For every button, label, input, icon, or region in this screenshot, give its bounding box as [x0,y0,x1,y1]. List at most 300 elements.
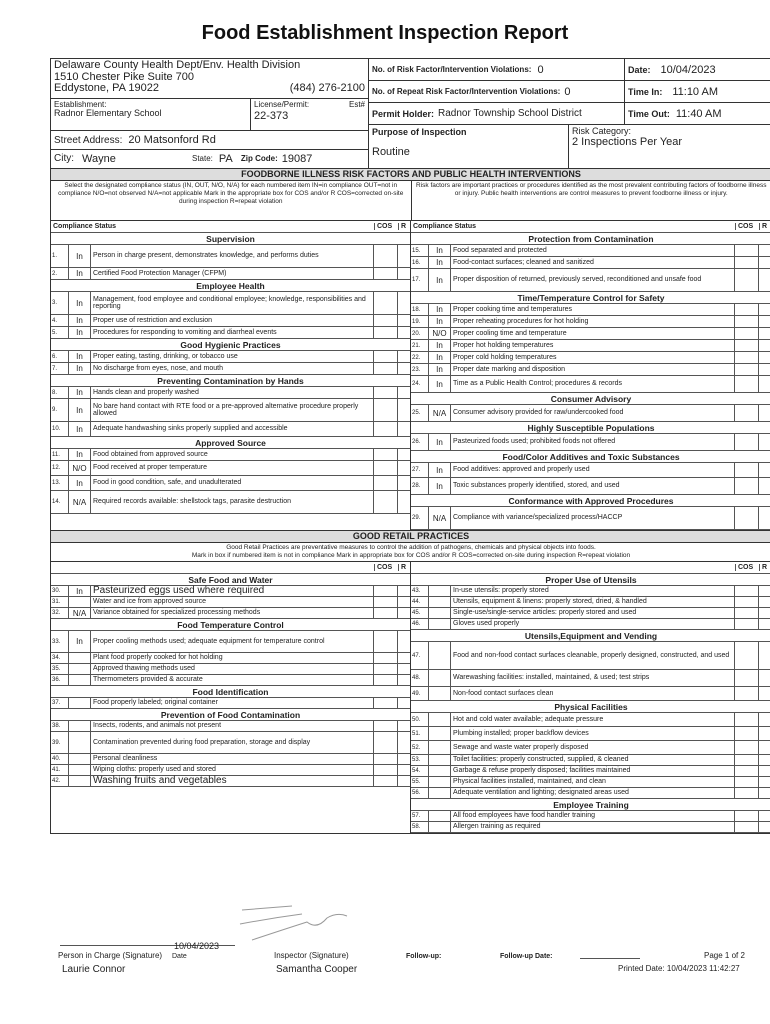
cos-checkbox[interactable] [735,257,759,268]
cos-checkbox[interactable] [374,698,398,708]
cos-checkbox[interactable] [374,597,398,607]
compliance-status[interactable] [69,653,91,663]
cos-checkbox[interactable] [735,822,759,832]
cos-checkbox[interactable] [735,777,759,787]
compliance-status[interactable] [69,698,91,708]
cos-checkbox[interactable] [735,766,759,776]
license-value: 22-373 [254,110,289,122]
category-header: Highly Susceptible Populations [411,422,770,434]
compliance-status-header: Compliance Status [53,223,117,230]
item-description: Water and ice from approved source [91,597,374,607]
item-number: 10. [51,422,69,436]
inspection-item-row [411,766,770,777]
repeat-checkbox[interactable] [759,364,770,375]
inspection-item-row [411,811,770,822]
repeat-checkbox[interactable] [759,376,770,392]
repeat-checkbox[interactable] [759,245,770,256]
cos-checkbox[interactable] [735,463,759,477]
cos-header: COS [374,223,398,230]
compliance-status[interactable]: In [69,351,91,362]
compliance-status[interactable] [429,777,451,787]
inspection-form [50,58,770,834]
item-description: Plumbing installed; proper backflow devices [451,727,735,740]
inspection-item-row [411,257,770,269]
risk-category-value: 2 Inspections Per Year [572,136,683,148]
fbi-section-title: FOODBORNE ILLNESS RISK FACTORS AND PUBLIC HEALTH INTERVENTIONS [51,169,770,181]
item-description: Person in charge present, demonstrates knowledge, and performs duties [91,245,374,267]
item-description: Proper use of restriction and exclusion [91,315,374,326]
repeat-checkbox[interactable] [759,316,770,327]
date-value: 10/04/2023 [660,63,716,76]
inspection-item-row [411,687,770,701]
item-number: 46. [411,619,429,629]
risk-violations-label: No. of Risk Factor/Intervention Violations: [372,65,532,74]
category-header: Preventing Contamination by Hands [51,375,410,387]
header-block [51,59,770,169]
repeat-checkbox[interactable] [398,327,410,338]
compliance-status[interactable]: In [429,376,451,392]
item-number: 42. [51,776,69,786]
repeat-checkbox[interactable] [759,811,770,821]
repeat-checkbox[interactable] [398,449,410,460]
repeat-checkbox[interactable] [759,304,770,315]
cos-checkbox[interactable] [374,245,398,267]
compliance-status[interactable] [429,597,451,607]
report-title: Food Establishment Inspection Report [201,22,569,44]
inspection-item-row [411,269,770,292]
page-number: Page 1 of 2 [704,951,745,960]
compliance-status[interactable] [69,664,91,674]
inspection-item-row [51,631,410,653]
cos-checkbox[interactable] [735,376,759,392]
repeat-checkbox[interactable] [759,328,770,339]
category-header: Food/Color Additives and Toxic Substances [411,451,770,463]
compliance-status[interactable]: In [69,363,91,374]
repeat-checkbox[interactable] [759,713,770,726]
repeat-checkbox[interactable] [759,608,770,618]
cos-checkbox[interactable] [735,507,759,529]
cos-checkbox[interactable] [735,405,759,421]
cos-checkbox[interactable] [735,340,759,351]
inspection-item-row [411,755,770,766]
repeat-checkbox[interactable] [759,788,770,798]
compliance-status[interactable]: In [429,269,451,291]
item-number: 37. [51,698,69,708]
pic-name: Laurie Connor [62,964,126,975]
repeat-checkbox[interactable] [759,822,770,832]
cos-checkbox[interactable] [735,245,759,256]
compliance-status[interactable] [429,755,451,765]
inspection-item-row [51,608,410,619]
cos-checkbox[interactable] [735,687,759,700]
inspection-item-row [51,754,410,765]
inspection-item-row [411,364,770,376]
repeat-checkbox[interactable] [759,507,770,529]
item-description: Proper cooking time and temperatures [451,304,735,315]
establishment-label: Establishment: [54,100,107,109]
item-description: Personal cleanliness [91,754,374,764]
compliance-status[interactable]: In [429,316,451,327]
repeat-checkbox[interactable] [759,687,770,700]
item-number: 53. [411,755,429,765]
cos-checkbox[interactable] [735,755,759,765]
agency-name: Delaware County Health Dept/Env. Health Division [54,59,301,71]
inspection-item-row [51,653,410,664]
item-number: 51. [411,727,429,740]
compliance-status[interactable] [429,670,451,686]
cos-checkbox[interactable] [374,351,398,362]
inspection-item-row [51,292,410,315]
cos-checkbox[interactable] [735,713,759,726]
item-description: Proper reheating procedures for hot holding [451,316,735,327]
inspection-item-row [51,461,410,476]
compliance-status[interactable] [429,642,451,669]
cos-checkbox[interactable] [374,608,398,618]
inspection-item-row [411,822,770,833]
item-number: 40. [51,754,69,764]
cos-checkbox[interactable] [374,586,398,596]
repeat-checkbox[interactable] [398,664,410,674]
inspection-item-row [51,721,410,732]
fbi-inst-right: Risk factors are important practices or procedures identified as the most prevalent contributing factors of foodborne illness or injury. Public health interventions are control measures to prevent foodborne illness or injury. [416,182,767,197]
item-description: Consumer advisory provided for raw/undercooked food [451,405,735,421]
repeat-checkbox[interactable] [398,631,410,652]
compliance-status[interactable]: In [429,304,451,315]
cos-checkbox[interactable] [374,422,398,436]
compliance-status[interactable]: N/A [69,608,91,618]
item-number: 4. [51,315,69,326]
item-description: Thermometers provided & accurate [91,675,374,685]
compliance-status[interactable] [429,822,451,832]
item-number: 56. [411,788,429,798]
compliance-status[interactable]: In [69,387,91,398]
compliance-status[interactable]: In [429,463,451,477]
item-number: 14. [51,491,69,513]
cos-checkbox[interactable] [374,327,398,338]
repeat-checkbox[interactable] [398,268,410,279]
repeat-checkbox[interactable] [759,727,770,740]
time-out-label: Time Out: [628,108,670,119]
permit-holder-label: Permit Holder: [372,108,435,119]
repeat-checkbox[interactable] [759,619,770,629]
cos-checkbox[interactable] [735,586,759,596]
inspection-item-row [51,698,410,709]
cos-checkbox[interactable] [374,268,398,279]
item-number: 20. [411,328,429,339]
item-description: Approved thawing methods used [91,664,374,674]
cos-checkbox[interactable] [374,476,398,490]
cos-checkbox[interactable] [735,597,759,607]
repeat-checkbox[interactable] [759,405,770,421]
repeat-checkbox[interactable] [759,463,770,477]
compliance-status[interactable] [429,619,451,629]
cos-checkbox[interactable] [374,491,398,513]
item-description: Sewage and waste water properly disposed [451,741,735,754]
repeat-checkbox[interactable] [759,352,770,363]
inspection-item-row [51,664,410,675]
cos-checkbox[interactable] [374,776,398,786]
compliance-status[interactable]: In [69,476,91,490]
cos-checkbox[interactable] [374,387,398,398]
compliance-status[interactable]: In [429,340,451,351]
compliance-status-header: Compliance Status [413,223,477,230]
cos-checkbox[interactable] [374,675,398,685]
item-number: 27. [411,463,429,477]
cos-header: COS [735,564,759,571]
repeat-checkbox[interactable] [398,399,410,421]
inspection-item-row [411,586,770,597]
repeat-checkbox[interactable] [398,721,410,731]
cos-checkbox[interactable] [374,292,398,314]
category-header: Protection from Contamination [411,233,770,245]
compliance-status[interactable] [429,713,451,726]
compliance-status[interactable]: In [429,364,451,375]
compliance-status[interactable] [69,732,91,753]
cos-checkbox[interactable] [735,619,759,629]
compliance-status[interactable]: N/O [69,461,91,475]
date-label: Date: [628,64,651,75]
cos-checkbox[interactable] [735,328,759,339]
cos-checkbox[interactable] [735,727,759,740]
compliance-status[interactable]: In [69,268,91,279]
cos-checkbox[interactable] [374,449,398,460]
repeat-checkbox[interactable] [398,387,410,398]
item-description: Adequate ventilation and lighting; designated areas used [451,788,735,798]
compliance-status[interactable] [69,721,91,731]
cos-checkbox[interactable] [735,304,759,315]
repeat-checkbox[interactable] [398,765,410,775]
agency-city: Eddystone, PA 19022 [54,82,159,94]
purpose-value: Routine [372,146,410,158]
r-header: R [759,223,770,230]
cos-checkbox[interactable] [735,434,759,450]
compliance-status[interactable]: In [69,631,91,652]
cos-checkbox[interactable] [374,721,398,731]
item-number: 11. [51,449,69,460]
repeat-checkbox[interactable] [759,586,770,596]
compliance-status[interactable] [429,608,451,618]
compliance-status[interactable]: In [429,434,451,450]
item-number: 26. [411,434,429,450]
compliance-status[interactable]: In [69,586,91,596]
repeat-checkbox[interactable] [398,315,410,326]
item-number: 3. [51,292,69,314]
agency-block [51,59,368,98]
compliance-status[interactable]: In [429,478,451,494]
item-description: No discharge from eyes, nose, and mouth [91,363,374,374]
compliance-status[interactable] [429,788,451,798]
compliance-status[interactable]: In [69,292,91,314]
cos-checkbox[interactable] [735,642,759,669]
category-header: Time/Temperature Control for Safety [411,292,770,304]
repeat-checkbox[interactable] [398,292,410,314]
agency-phone: (484) 276-2100 [289,82,365,94]
cos-checkbox[interactable] [374,363,398,374]
inspection-item-row [51,776,410,787]
compliance-status[interactable] [429,741,451,754]
risk-violations-value: 0 [537,63,544,76]
cos-checkbox[interactable] [374,399,398,421]
cos-checkbox[interactable] [374,631,398,652]
compliance-status[interactable] [429,687,451,700]
item-description: Hot and cold water available; adequate pressure [451,713,735,726]
permit-holder-value: Radnor Township School District [438,108,582,119]
time-in-label: Time In: [628,86,663,97]
cos-checkbox[interactable] [735,741,759,754]
item-description: Insects, rodents, and animals not present [91,721,374,731]
repeat-checkbox[interactable] [398,422,410,436]
item-description: Proper disposition of returned, previously served, reconditioned and unsafe food [451,269,735,291]
cos-checkbox[interactable] [735,811,759,821]
item-description: No bare hand contact with RTE food or a pre-approved alternative procedure properly allowed [91,399,374,421]
repeat-checkbox[interactable] [398,245,410,267]
repeat-checkbox[interactable] [398,608,410,618]
repeat-checkbox[interactable] [398,776,410,786]
inspection-item-row [411,245,770,257]
inspection-item-row [51,315,410,327]
cos-checkbox[interactable] [374,461,398,475]
repeat-checkbox[interactable] [759,642,770,669]
compliance-status[interactable] [429,586,451,596]
repeat-checkbox[interactable] [398,461,410,475]
repeat-checkbox[interactable] [398,732,410,753]
item-number: 39. [51,732,69,753]
compliance-status[interactable]: In [429,245,451,256]
compliance-status[interactable] [69,776,91,786]
zip-value: 19087 [281,152,313,165]
repeat-checkbox[interactable] [759,766,770,776]
item-description: Toilet facilities: properly constructed, supplied, & cleaned [451,755,735,765]
repeat-checkbox[interactable] [759,597,770,607]
compliance-status[interactable] [429,811,451,821]
item-description: Allergen training as required [451,822,735,832]
repeat-checkbox[interactable] [759,777,770,787]
item-description: Utensils, equipment & linens: properly stored, dried, & handled [451,597,735,607]
item-number: 57. [411,811,429,821]
cos-checkbox[interactable] [735,316,759,327]
cos-checkbox[interactable] [374,754,398,764]
cos-checkbox[interactable] [735,478,759,494]
cos-checkbox[interactable] [374,664,398,674]
item-description: Variance obtained for specialized processing methods [91,608,374,618]
inspection-item-row [411,642,770,670]
inspection-item-row [411,463,770,478]
compliance-status[interactable] [69,675,91,685]
cos-checkbox[interactable] [374,765,398,775]
compliance-status[interactable] [429,766,451,776]
inspection-item-row [51,387,410,399]
grp-section-title: GOOD RETAIL PRACTICES [51,531,770,543]
repeat-checkbox[interactable] [398,351,410,362]
cos-checkbox[interactable] [735,269,759,291]
compliance-status[interactable]: In [69,315,91,326]
repeat-checkbox[interactable] [759,670,770,686]
inspection-item-row [51,268,410,280]
compliance-status[interactable]: In [429,352,451,363]
item-description: Proper cold holding temperatures [451,352,735,363]
compliance-status[interactable]: N/O [429,328,451,339]
cos-checkbox[interactable] [735,352,759,363]
cos-checkbox[interactable] [735,608,759,618]
repeat-checkbox[interactable] [398,476,410,490]
compliance-status[interactable] [429,727,451,740]
inspection-item-row [411,597,770,608]
time-in-value: 11:10 AM [672,85,719,98]
repeat-checkbox[interactable] [398,597,410,607]
compliance-status[interactable]: N/A [429,507,451,529]
item-description: Pasteurized eggs used where required [91,586,374,596]
establishment-value: Radnor Elementary School [54,108,162,118]
compliance-status[interactable]: In [69,245,91,267]
compliance-status[interactable]: In [69,327,91,338]
repeat-checkbox[interactable] [759,755,770,765]
item-number: 29. [411,507,429,529]
item-description: All food employees have food handler training [451,811,735,821]
compliance-status[interactable]: In [69,399,91,421]
item-number: 52. [411,741,429,754]
pic-signature-label: Person in Charge (Signature) [58,951,163,960]
repeat-checkbox[interactable] [398,363,410,374]
r-header: R [759,564,770,571]
compliance-status[interactable]: In [429,257,451,268]
item-number: 41. [51,765,69,775]
repeat-checkbox[interactable] [759,741,770,754]
item-description: Proper cooling methods used; adequate equipment for temperature control [91,631,374,652]
item-description: Food properly labeled; original container [91,698,374,708]
cos-checkbox[interactable] [374,315,398,326]
cos-checkbox[interactable] [374,653,398,663]
risk-category-label: Risk Category: [572,126,632,136]
compliance-status[interactable] [69,765,91,775]
repeat-checkbox[interactable] [759,340,770,351]
cos-checkbox[interactable] [735,788,759,798]
repeat-checkbox[interactable] [759,478,770,494]
item-description: Food-contact surfaces; cleaned and sanitized [451,257,735,268]
repeat-checkbox[interactable] [398,491,410,513]
item-number: 24. [411,376,429,392]
item-description: Physical facilities installed, maintained, and clean [451,777,735,787]
item-description: Food in good condition, safe, and unadulterated [91,476,374,490]
compliance-status[interactable]: N/A [69,491,91,513]
category-header: Conformance with Approved Procedures [411,495,770,507]
item-description: Washing fruits and vegetables [91,776,374,786]
compliance-status[interactable] [69,597,91,607]
category-header: Physical Facilities [411,701,770,713]
repeat-checkbox[interactable] [759,257,770,268]
repeat-checkbox[interactable] [398,754,410,764]
item-description: Compliance with variance/specialized process/HACCP [451,507,735,529]
compliance-status[interactable]: N/A [429,405,451,421]
item-number: 7. [51,363,69,374]
compliance-status[interactable]: In [69,449,91,460]
inspector-name: Samantha Cooper [276,964,358,975]
repeat-checkbox[interactable] [398,675,410,685]
inspection-item-row [411,376,770,393]
item-description: Food obtained from approved source [91,449,374,460]
repeat-checkbox[interactable] [759,269,770,291]
item-number: 9. [51,399,69,421]
item-number: 36. [51,675,69,685]
compliance-status[interactable] [69,754,91,764]
repeat-checkbox[interactable] [398,698,410,708]
repeat-checkbox[interactable] [398,653,410,663]
cos-checkbox[interactable] [374,732,398,753]
cos-checkbox[interactable] [735,364,759,375]
repeat-checkbox[interactable] [398,586,410,596]
cos-checkbox[interactable] [735,670,759,686]
compliance-status[interactable]: In [69,422,91,436]
repeat-checkbox[interactable] [759,434,770,450]
